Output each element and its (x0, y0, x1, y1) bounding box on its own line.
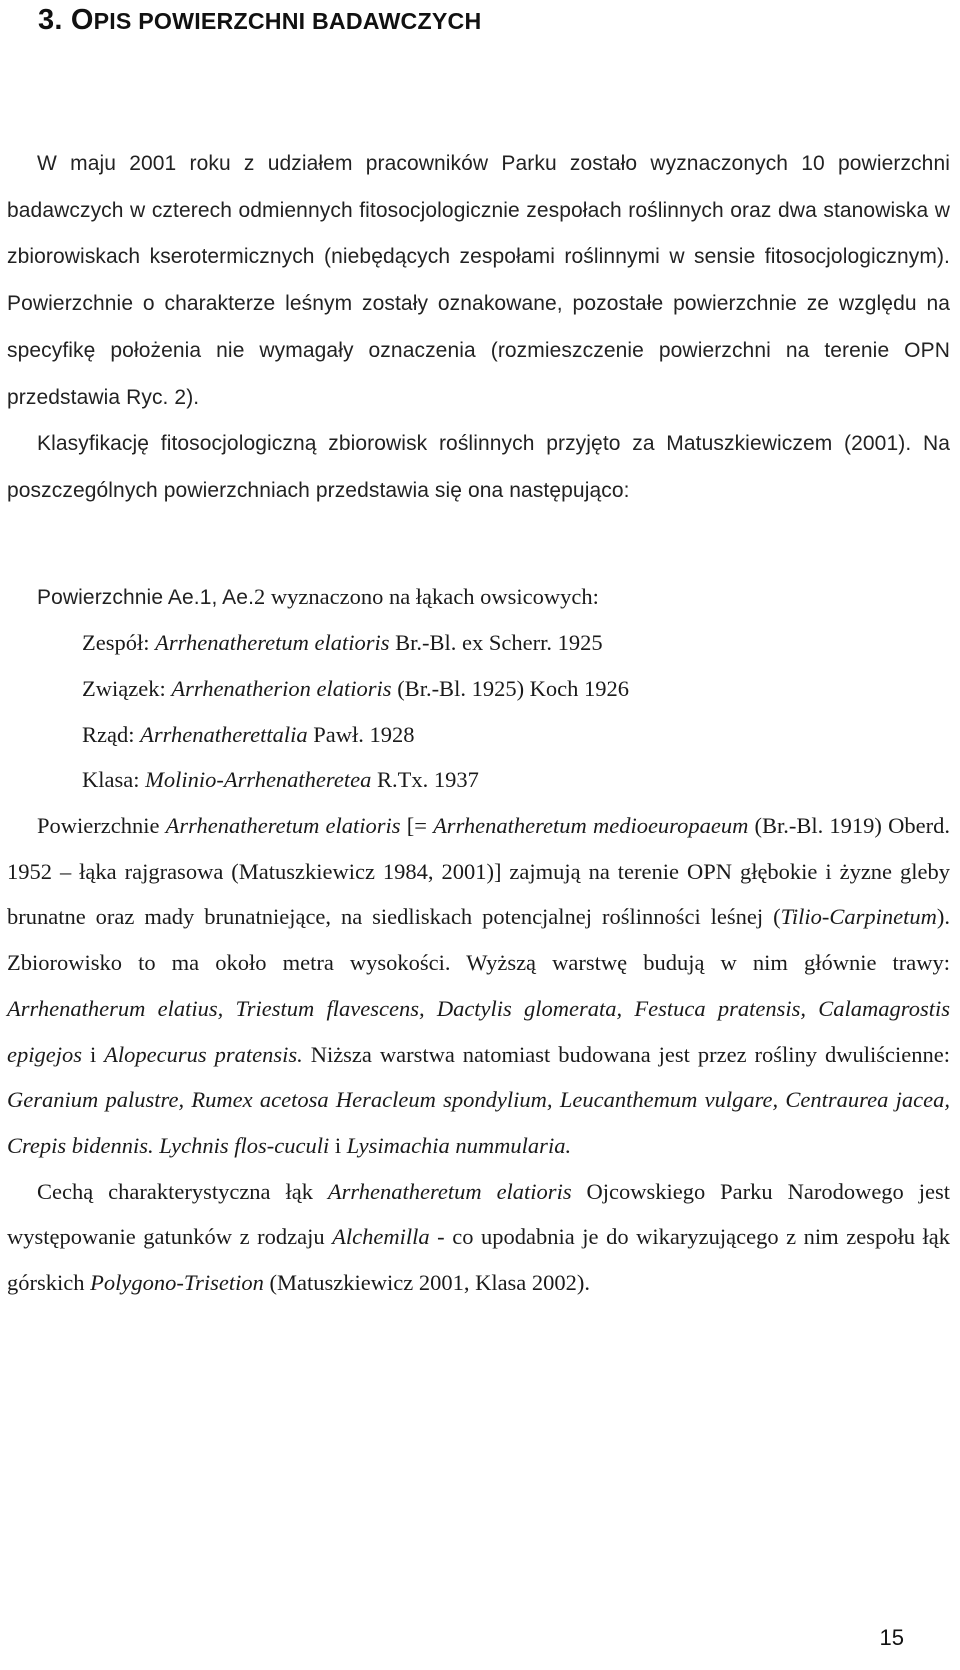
p3-s01: Powierzchnie (37, 813, 166, 838)
zespol-label: Zespół: (82, 630, 156, 655)
rzad-name: Arrhenatherettalia (140, 722, 308, 747)
p3-s11: i (81, 1041, 105, 1067)
paragraph-2 (7, 420, 950, 513)
zwiazek-label: Związek: (82, 676, 172, 701)
klasa-author: R.Tx. 1937 (371, 767, 479, 792)
section-heading (38, 4, 481, 37)
p4-s7: (Matuszkiewicz 2001, Klasa 2002). (263, 1270, 591, 1296)
zespol-author: Br.-Bl. ex Scherr. 1925 (389, 630, 603, 655)
p3-s02: Arrhenatheretum elatioris (165, 813, 401, 838)
p4-s2: Arrhenatheretum elatioris (327, 1178, 572, 1204)
heading-rest: PIS POWIERZCHNI BADAWCZYCH (93, 8, 482, 34)
zwiazek-name: Arrhenatherion elatioris (171, 676, 392, 701)
paragraph-4 (7, 1169, 950, 1306)
heading-first-letter: O (70, 4, 94, 36)
p3-s05: (Br.-Bl. 1919) Oberd. 1952 – łąka rajgrasowa (Matuszkiewicz 1984, 2001)] zajmują na terenie OPN głębokie i żyzne gleby brunatne oraz mady brunatniejące, na siedliskach potencjalnej roślinności leśnej ( (7, 813, 950, 930)
classification-rzad (82, 712, 414, 758)
classification-klasa (82, 757, 479, 803)
p3-s07: - (821, 904, 830, 930)
paragraph-1-cont: Powierzchnie o charakterze leśnym zostały oznakowane, pozostałe powierzchnie ze względu na specyfikę położenia nie wymagały oznaczenia (rozmieszczenie powierzchni na terenie OPN przedstawia Ryc. 2). (7, 292, 950, 409)
rzad-author: Pawł. 1928 (307, 722, 415, 747)
paragraph-3 (7, 803, 950, 1169)
classification-zwiazek (82, 666, 629, 712)
paragraph-1 (7, 140, 950, 420)
section-intro-a: Powierzchnie Ae.1, Ae. (37, 586, 254, 609)
p3-s03: [= (400, 813, 434, 838)
intro-paragraphs (7, 140, 950, 514)
p4-s4: Alchemilla (332, 1224, 430, 1250)
p3-s12: Alopecurus pratensis. (104, 1041, 303, 1067)
paragraph-1-lead: W maju 2001 roku z udziałem pracowników Parku zostało wyznaczonych 10 powierzchni badawczych w czterech odmiennych fitosocjologicznie zespołach roślinnych oraz dwa stanowiska w zbiorowiskach kserotermicznych (niebędących zespołami roślinnymi w sensie fitosocjologicznym). (7, 152, 950, 269)
p3-s16: Lysimachia nummularia. (346, 1132, 572, 1158)
p3-s13: Niższa warstwa natomiast budowana jest przez rośliny dwuliścienne: (302, 1041, 950, 1067)
section-intro (7, 574, 950, 621)
p3-s04: Arrhenatheretum medioeuropaeum (433, 813, 749, 838)
p4-s5: - co upodabnia je do wikaryzującego z nim zespołu łąk górskich (7, 1224, 951, 1296)
description-paragraphs (7, 803, 950, 1306)
rzad-label: Rząd: (82, 722, 141, 747)
klasa-name: Molinio-Arrhenatheretea (145, 767, 372, 792)
klasa-label: Klasa: (82, 767, 146, 792)
p3-s06: Tilio (780, 904, 822, 930)
zespol-name: Arrhenatheretum elatioris (155, 630, 390, 655)
p3-s10: Arrhenatherum elatius, Triestum flavescens, Dactylis glomerata, Festuca pratensis, Calamagrostis epigejos (7, 995, 950, 1067)
p3-s14: Geranium palustre, Rumex acetosa Heracleum spondylium, Leucanthemum vulgare, Centraurea jacea, Crepis bidennis. Lychnis flos-cuculi (7, 1087, 950, 1158)
p4-s3: Ojcowskiego Parku Narodowego jest występowanie gatunków z rodzaju (7, 1178, 950, 1250)
paragraph-2-text: Klasyfikację fitosocjologiczną zbiorowisk roślinnych przyjęto za Matuszkiewiczem (2001). Na poszczególnych powierzchniach przedstawia się ona następująco: (7, 432, 950, 502)
section-intro-line (7, 574, 950, 621)
p3-s08: Carpinetum (829, 904, 937, 930)
p3-s15: i (329, 1132, 347, 1158)
zwiazek-author: (Br.-Bl. 1925) Koch 1926 (391, 676, 630, 701)
page-number: 15 (879, 1625, 904, 1650)
classification-zespol (82, 620, 603, 666)
p3-s09: ). Zbiorowisko to ma około metra wysokości. Wyższą warstwę budują w nim głównie trawy: (7, 904, 950, 976)
heading-number: 3. (38, 4, 63, 36)
section-intro-b: 2 wyznaczono na łąkach owsicowych: (254, 584, 599, 609)
p4-s1: Cechą charakterystyczna łąk (37, 1178, 328, 1204)
p4-s6: Polygono-Trisetion (90, 1270, 264, 1296)
